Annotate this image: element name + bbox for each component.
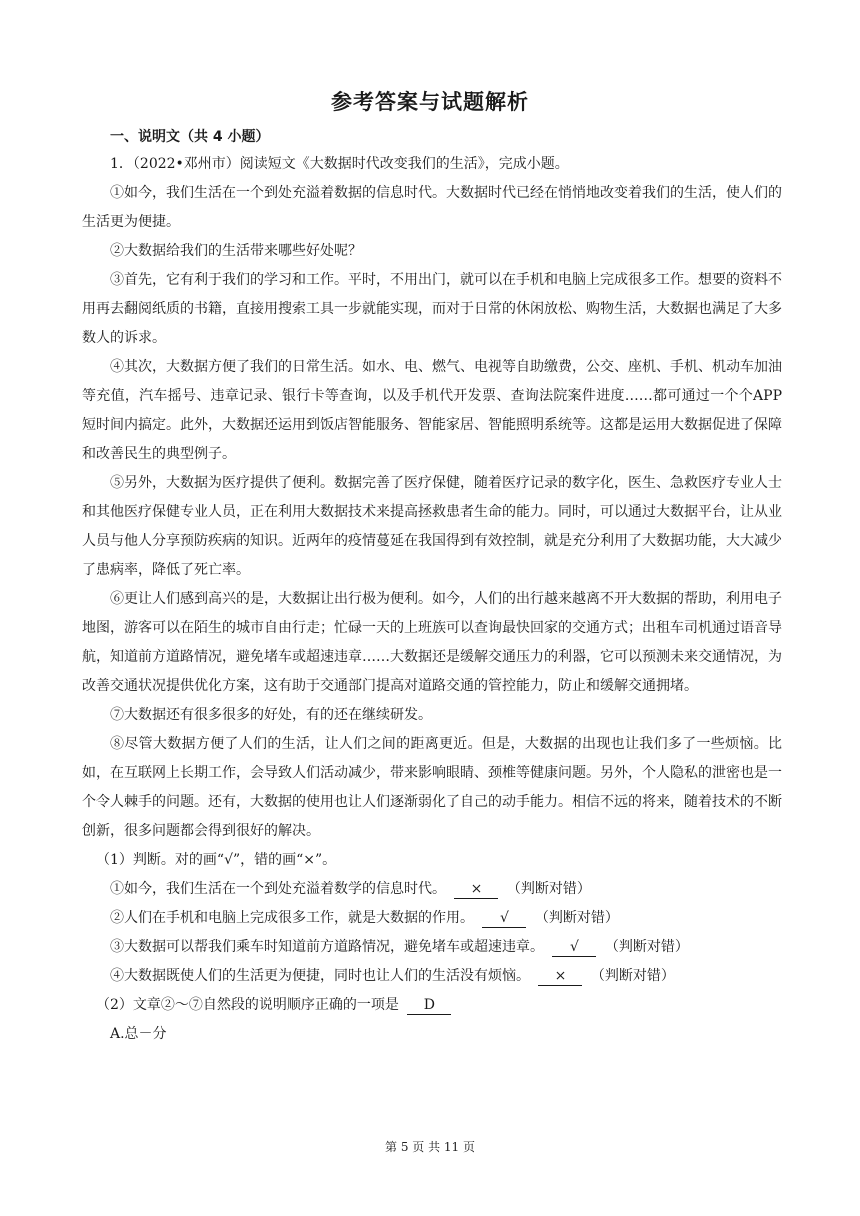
q1-item-text: ③大数据可以帮我们乘车时知道前方道路情况，避免堵车或超速违章。	[110, 939, 544, 955]
paragraph-2: ②大数据给我们的生活带来哪些好处呢？	[110, 243, 362, 259]
q2-prompt-line	[82, 991, 782, 1020]
section-heading: 一、说明文（共 4 小题）	[110, 129, 270, 145]
q2-prompt: （2）文章②～⑦自然段的说明顺序正确的一项是	[96, 997, 399, 1013]
page-title: 参考答案与试题解析	[331, 90, 529, 114]
paragraph-3: ③首先，它有利于我们的学习和工作。平时，不用出门，就可以在手机和电脑上完成很多工作。想要的资料不用再去翻阅纸质的书籍，直接用搜索工具一步就能实现，而对于日常的休闲放松、购物生活，大数据也满足了大多数人的诉求。	[82, 272, 782, 346]
q1-item-text: ①如今，我们生活在一个到处充溢着数学的信息时代。	[110, 881, 446, 897]
paragraph-1: ①如今，我们生活在一个到处充溢着数据的信息时代。大数据时代已经在悄悄地改变着我们的生活，使人们的生活更为便捷。	[82, 185, 782, 230]
paragraph-8: ⑧尽管大数据方便了人们的生活，让人们之间的距离更近。但是，大数据的出现也让我们多了一些烦恼。比如，在互联网上长期工作，会导致人们活动减少，带来影响眼睛、颈椎等健康问题。另外，个人隐私的泄密也是一个令人棘手的问题。还有，大数据的使用也让人们逐渐弱化了自己的动手能力。相信不远的将来，随着技术的不断创新，很多问题都会得到很好的解决。	[82, 736, 782, 839]
answer-blank: ×	[454, 880, 498, 899]
q1-item-suffix: （判断对错）	[590, 968, 675, 984]
q1-item	[82, 904, 782, 933]
document-body	[82, 124, 782, 1049]
q1-item-text: ④大数据既使人们的生活更为便捷，同时也让人们的生活没有烦恼。	[110, 968, 530, 984]
answer-blank: √	[482, 909, 526, 928]
q2-option-a: A.总－分	[110, 1026, 167, 1042]
q1-item	[82, 875, 782, 904]
paragraph-5: ⑤另外，大数据为医疗提供了便利。数据完善了医疗保健，随着医疗记录的数字化，医生、急救医疗专业人士和其他医疗保健专业人员，正在利用大数据技术来提高拯救患者生命的能力。同时，可以通过大数据平台，让从业人员与他人分享预防疾病的知识。近两年的疫情蔓延在我国得到有效控制，就是充分利用了大数据功能，大大减少了患病率，降低了死亡率。	[82, 475, 782, 578]
q1-item	[82, 933, 782, 962]
paragraph-4: ④其次，大数据方便了我们的日常生活。如水、电、燃气、电视等自助缴费，公交、座机、手机、机动车加油等充值，汽车摇号、违章记录、银行卡等查询，以及手机代开发票、查询法院案件进度……都可通过一个个APP短时间内搞定。此外，大数据还运用到饭店智能服务、智能家居、智能照明系统等。这都是运用大数据促进了保障和改善民生的典型例子。	[82, 359, 782, 462]
paragraph-7: ⑦大数据还有很多很多的好处，有的还在继续研发。	[110, 707, 432, 723]
q1-prompt: （1）判断。对的画“√”，错的画“×”。	[96, 852, 337, 868]
paragraph-6: ⑥更让人们感到高兴的是，大数据让出行极为便利。如今，人们的出行越来越离不开大数据的帮助，利用电子地图，游客可以在陌生的城市自由行走；忙碌一天的上班族可以查询最快回家的交通方式；出租车司机通过语音导航，知道前方道路情况，避免堵车或超速违章……大数据还是缓解交通压力的利器，它可以预测未来交通情况，为改善交通状况提供优化方案，这有助于交通部门提高对道路交通的管控能力，防止和缓解交通拥堵。	[82, 591, 782, 694]
answer-blank: ×	[538, 967, 582, 986]
answer-blank: D	[407, 996, 451, 1015]
q1-item-text: ②人们在手机和电脑上完成很多工作，就是大数据的作用。	[110, 910, 474, 926]
q1-item-suffix: （判断对错）	[604, 939, 689, 955]
q1-item	[82, 962, 782, 991]
page-footer: 第 5 页 共 11 页	[385, 1140, 475, 1154]
answer-blank: √	[552, 938, 596, 957]
question-intro: 1．（2022•邓州市）阅读短文《大数据时代改变我们的生活》，完成小题。	[110, 156, 569, 172]
q1-item-suffix: （判断对错）	[506, 881, 591, 897]
q1-item-suffix: （判断对错）	[534, 910, 619, 926]
